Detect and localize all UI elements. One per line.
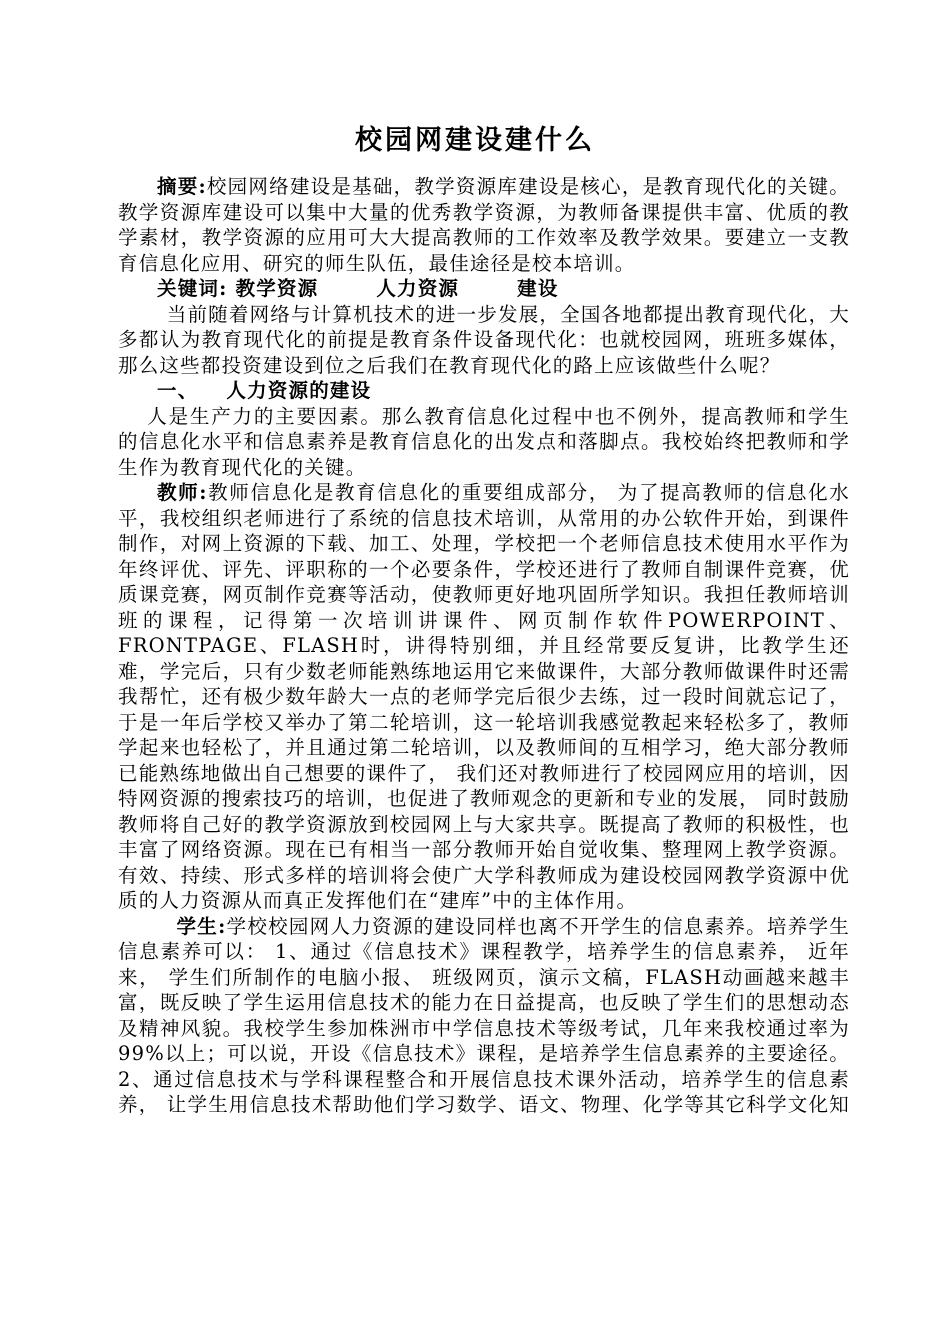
abstract-text: 校园网络建设是基础，教学资源库建设是核心，是教育现代化的关键。教学资源库建设可以集中大量的优秀教学资源，为教师备课提供丰富、优质的教学素材，教学资源的应用可大大提高教师的工作效率及教学效果。要建立一支教育信息化应用、研究的师生队伍，最佳途径是校本培训。: [118, 175, 850, 275]
abstract-label: 摘要:: [157, 175, 207, 198]
intro-paragraph: 当前随着网络与计算机技术的进一步发展，全国各地都提出教育现代化，大多都认为教育现代化的前提是教育条件设备现代化：也就校园网，班班多媒体，那么这些都投资建设到位之后我们在教育现代化的路上应该做些什么呢？: [118, 302, 850, 377]
section-lead-paragraph: 人是生产力的主要因素。那么教育信息化过程中也不例外，提高教师和学生的信息化水平和信息素养是教育信息化的出发点和落脚点。我校始终把教师和学生作为教育现代化的关键。: [118, 404, 850, 479]
keyword-item: 教学资源: [235, 277, 319, 300]
section-heading: [118, 378, 850, 404]
section-heading-text: 人力资源的建设: [226, 379, 372, 402]
document-body: [118, 174, 850, 1118]
teachers-label: 教师:: [157, 481, 208, 504]
teachers-paragraph: [118, 480, 850, 914]
keywords-line: [118, 276, 850, 302]
abstract-paragraph: [118, 174, 850, 276]
students-text: 学校校园网人力资源的建设同样也离不开学生的信息素养。培养学生信息素养可以： 1、通过《信息技术》课程教学，培养学生的信息素养， 近年来， 学生们所制作的电脑小报、 班级网页，演示文稿，FLASH动画越来越丰富，既反映了学生运用信息技术的能力在日益提高，也反映了学生们的思想动态及精神风貌。我校学生参加株洲市中学信息技术等级考试，几年来我校通过率为99%以上；可以说，开设《信息技术》课程，是培养学生信息素养的主要途径。 2、通过信息技术与学科课程整合和开展信息技术课外活动，培养学生的信息素养， 让学生用信息技术帮助他们学习数学、语文、物理、化学等其它科学文化知: [118, 914, 850, 1116]
teachers-text: 教师信息化是教育信息化的重要组成部分， 为了提高教师的信息化水平，我校组织老师进行了系统的信息技术培训，从常用的办公软件开始，到课件制作，对网上资源的下载、加工、处理，学校把一个老师信息技术使用水平作为年终评优、评先、评职称的一个必要条件，学校还进行了教师自制课件竞赛，优质课竞赛，网页制作竞赛等活动，使教师更好地巩固所学知识。我担任教师培训班的课程，记得第一次培训讲课件、网页制作软件POWERPOINT、FRONTPAGE、FLASH时，讲得特别细，并且经常要反复讲，比教学生还难，学完后，只有少数老师能熟练地运用它来做课件，大部分教师做课件时还需我帮忙，还有极少数年龄大一点的老师学完后很少去练，过一段时间就忘记了，于是一年后学校又举办了第二轮培训，这一轮培训我感觉教起来轻松多了，教师学起来也轻松了，并且通过第二轮培训，以及教师间的互相学习，绝大部分教师已能熟练地做出自己想要的课件了， 我们还对教师进行了校园网应用的培训，因特网资源的搜索技巧的培训，也促进了教师观念的更新和专业的发展， 同时鼓励教师将自己好的教学资源放到校园网上与大家共享。既提高了教师的积极性，也丰富了网络资源。现在已有相当一部分教师开始自觉收集、整理网上教学资源。有效、持续、形式多样的培训将会使广大学科教师成为建设校园网教学资源中优质的人力资源从而真正发挥他们在“建库”中的主体作用。: [118, 481, 850, 912]
keyword-item: 建设: [517, 277, 559, 300]
students-paragraph: [118, 914, 850, 1118]
document-title: 校园网建设建什么: [355, 125, 595, 156]
section-number: 一、: [157, 379, 199, 402]
students-label: 学生:: [176, 914, 227, 938]
keyword-item: 人力资源: [376, 277, 460, 300]
keywords-label: 关键词:: [157, 277, 228, 300]
